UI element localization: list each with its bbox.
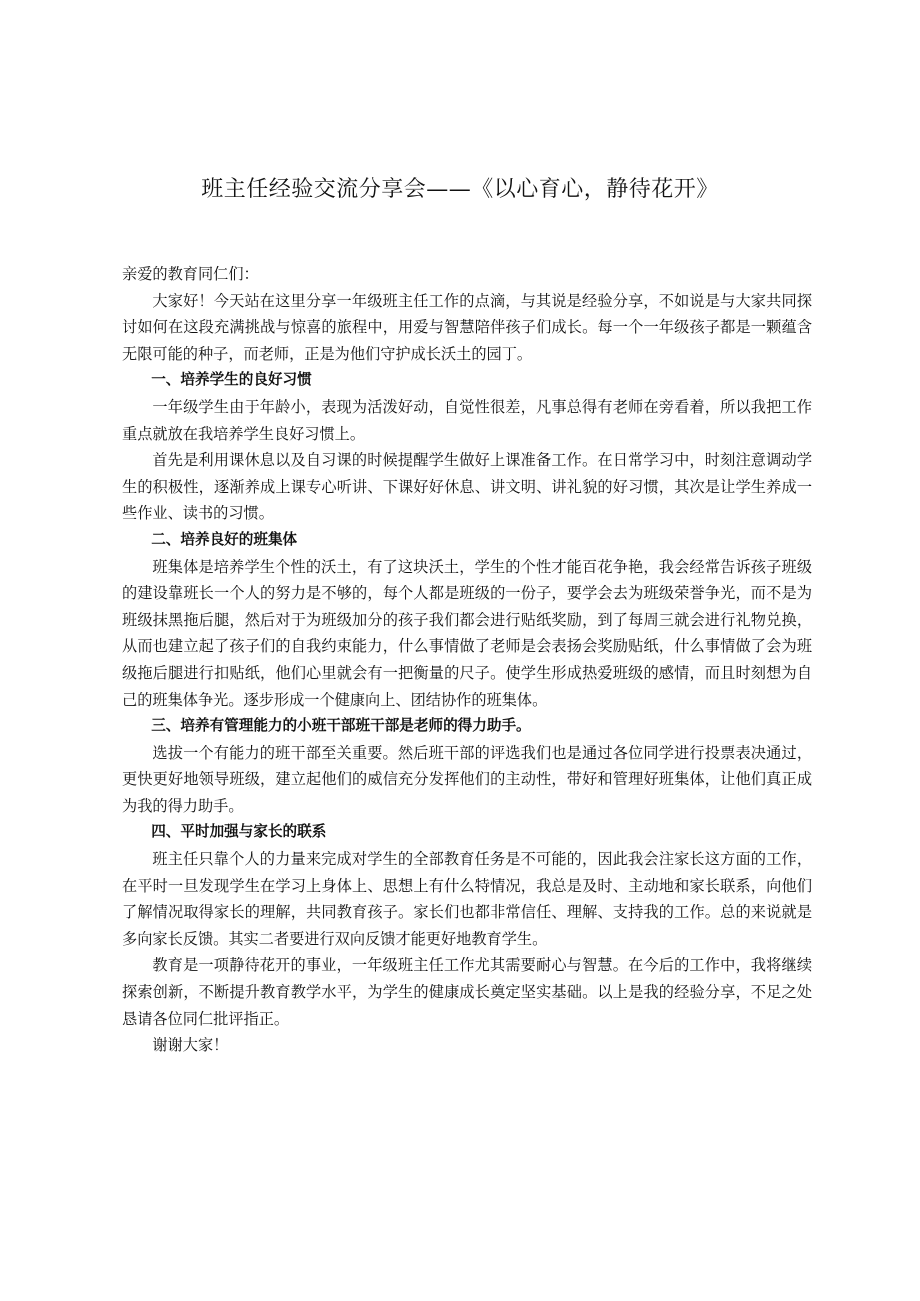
section-2-paragraph-1: 班集体是培养学生个性的沃土，有了这块沃土，学生的个性才能百花争艳，我会经常告诉孩子班级的建设靠班长一个人的努力是不够的，每个人都是班级的一份子，要学会去为班级荣誉争光，而不是为班级抹黑拖后腿，然后对于为班级加分的孩子我们都会进行贴纸奖励，到了每周三就会进行礼物兑换，从而也建立起了孩子们的自我约束能力，什么事情做了老师是会表扬会奖励贴纸，什么事情做了会为班级拖后腿进行扣贴纸，他们心里就会有一把衡量的尺子。使学生形成热爱班级的感情，而且时刻想为自己的班集体争光。逐步形成一个健康向上、团结协作的班集体。 <box>122 557 812 709</box>
section-heading-3: 三、培养有管理能力的小班干部班干部是老师的得力助手。 <box>151 717 531 735</box>
section-1-paragraph-1: 一年级学生由于年龄小，表现为活泼好动，自觉性很差，凡事总得有老师在旁看着，所以我把工作重点就放在我培养学生良好习惯上。 <box>122 397 812 443</box>
section-4-paragraph-1: 班主任只靠个人的力量来完成对学生的全部教育任务是不可能的，因此我会注家长这方面的工作，在平时一旦发现学生在学习上身体上、思想上有什么特情况，我总是及时、主动地和家长联系，向他们了解情况取得家长的理解，共同教育孩子。家长们也都非常信任、理解、支持我的工作。总的来说就是多向家长反馈。其实二者要进行双向反馈才能更好地教育学生。 <box>122 850 812 948</box>
document-title: 班主任经验交流分享会——《以心育心，静待花开》 <box>201 177 719 202</box>
closing-paragraph: 教育是一项静待花开的事业，一年级班主任工作尤其需要耐心与智慧。在今后的工作中，我将继续探索创新，不断提升教育教学水平，为学生的健康成长奠定坚实基础。以上是我的经验分享，不足之处恳请各位同仁批评指正。 <box>122 956 812 1028</box>
document-body <box>122 261 812 1059</box>
section-heading-4: 四、平时加强与家长的联系 <box>151 823 327 841</box>
section-heading-2: 二、培养良好的班集体 <box>151 530 298 548</box>
intro-paragraph: 大家好！今天站在这里分享一年级班主任工作的点滴，与其说是经验分享，不如说是与大家共同探讨如何在这段充满挑战与惊喜的旅程中，用爱与智慧陪伴孩子们成长。每一个一年级孩子都是一颗蕴含无限可能的种子，而老师，正是为他们守护成长沃土的园丁。 <box>122 291 812 363</box>
section-heading-1: 一、培养学生的良好习惯 <box>151 371 312 389</box>
greeting: 亲爱的教育同仁们： <box>122 265 259 283</box>
section-1-paragraph-2: 首先是利用课休息以及自习课的时候提醒学生做好上课准备工作。在日常学习中，时刻注意调动学生的积极性，逐渐养成上课专心听讲、下课好好休息、讲文明、讲礼貌的好习惯，其次是让学生养成一些作业、读书的习惯。 <box>122 451 812 523</box>
thanks-line: 谢谢大家！ <box>152 1036 229 1055</box>
section-3-paragraph-1: 选拔一个有能力的班干部至关重要。然后班干部的评选我们也是通过各位同学进行投票表决通过，更快更好地领导班级，建立起他们的威信充分发挥他们的主动性，带好和管理好班集体，让他们真正成为我的得力助手。 <box>122 743 812 815</box>
